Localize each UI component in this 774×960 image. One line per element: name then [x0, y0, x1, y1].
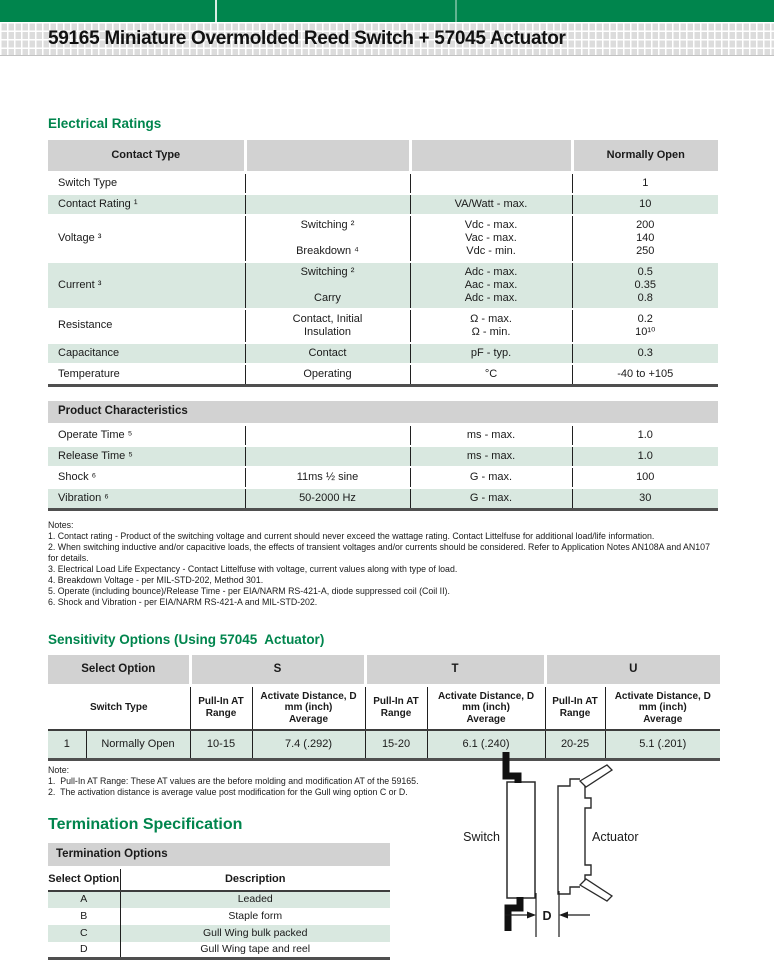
column-header-pull-in: Pull-In AT Range: [190, 685, 252, 730]
cell-label: Resistance: [48, 309, 245, 343]
cell-switch-type: Normally Open: [86, 730, 190, 759]
column-header-pull-in: Pull-In AT Range: [545, 685, 605, 730]
cell-label: Voltage ³: [48, 215, 245, 262]
table-row: [48, 942, 390, 959]
table-title: Termination Options: [48, 843, 390, 868]
cell-unit: Ω - max. Ω - min.: [410, 309, 572, 343]
electrical-ratings-table: [48, 140, 718, 387]
cell-label: Release Time ⁵: [48, 446, 245, 467]
cell-condition: Operating: [245, 364, 410, 386]
group-header-select-option: Select Option: [48, 655, 190, 685]
notes-list: 1. Pull-In AT Range: These AT values are the before molding and modification AT of the 59165. 2. The activation distance is average value post modification for the Gull wing option C or D.: [48, 776, 722, 798]
cell-unit: ms - max.: [410, 446, 572, 467]
cell-unit: G - max.: [410, 488, 572, 510]
cell-value: 1: [572, 172, 718, 194]
cell-unit: [410, 172, 572, 194]
cell-value: 30: [572, 488, 718, 510]
cell-label: Capacitance: [48, 343, 245, 364]
cell-description: Staple form: [120, 908, 390, 925]
table-title-row: [48, 843, 390, 868]
group-header-u: U: [545, 655, 720, 685]
cell-option: C: [48, 925, 120, 942]
cell-condition: [245, 425, 410, 447]
actuator-right-edge: [585, 785, 591, 881]
actuator-top-barb: [580, 765, 612, 787]
cell-label: Current ³: [48, 262, 245, 309]
header-tab-divider: [215, 0, 217, 22]
switch-lead-top: [506, 752, 518, 783]
cell-unit: °C: [410, 364, 572, 386]
column-header-description: Description: [120, 868, 390, 891]
switch-actuator-diagram: [440, 745, 740, 939]
cell-condition: 11ms ½ sine: [245, 467, 410, 488]
cell-condition: [245, 446, 410, 467]
cell-condition: [245, 194, 410, 215]
column-header-pull-in: Pull-In AT Range: [365, 685, 427, 730]
dimension-arrowhead-left-pointing: [559, 912, 568, 919]
table-row: [48, 446, 718, 467]
column-header-switch-type: Switch Type: [48, 685, 190, 730]
cell-condition: Contact, Initial Insulation: [245, 309, 410, 343]
group-header-row: [48, 655, 720, 685]
table-row: [48, 262, 718, 309]
column-header-normally-open: Normally Open: [572, 140, 718, 172]
header-green-bar: [0, 0, 774, 22]
table-row: [48, 172, 718, 194]
cell-condition: Switching ² Carry: [245, 262, 410, 309]
cell-value: 1.0: [572, 425, 718, 447]
cell-value: -40 to +105: [572, 364, 718, 386]
notes-title: Note:: [48, 765, 722, 776]
table-title-row: [48, 401, 718, 425]
cell-unit: G - max.: [410, 467, 572, 488]
cell-description: Gull Wing tape and reel: [120, 942, 390, 959]
cell-description: Gull Wing bulk packed: [120, 925, 390, 942]
table-row: [48, 891, 390, 908]
sensitivity-options-heading: Sensitivity Options (Using 57045 Actuator): [48, 632, 722, 647]
cell-unit: Vdc - max. Vac - max. Vdc - min.: [410, 215, 572, 262]
cell-option-number: 1: [48, 730, 86, 759]
cell-condition: 50-2000 Hz: [245, 488, 410, 510]
table-row: [48, 425, 718, 447]
cell-unit: VA/Watt - max.: [410, 194, 572, 215]
cell-t-pull-in: 15-20: [365, 730, 427, 759]
cell-label: Shock ⁶: [48, 467, 245, 488]
cell-s-pull-in: 10-15: [190, 730, 252, 759]
termination-specification-heading: Termination Specification: [48, 816, 722, 834]
termination-options-table: [48, 843, 390, 960]
column-header-row: [48, 868, 390, 891]
page-title: 59165 Miniature Overmolded Reed Switch + 57045 Actuator: [48, 28, 566, 50]
cell-condition: Switching ² Breakdown ⁴: [245, 215, 410, 262]
switch-body: [507, 782, 535, 898]
cell-s-activate: 7.4 (.292): [252, 730, 365, 759]
electrical-ratings-heading: Electrical Ratings: [48, 116, 722, 131]
table-row: [48, 925, 390, 942]
table-row: [48, 215, 718, 262]
cell-value: 0.5 0.35 0.8: [572, 262, 718, 309]
cell-unit: ms - max.: [410, 425, 572, 447]
cell-u-activate: 5.1 (.201): [605, 730, 720, 759]
cell-label: Switch Type: [48, 172, 245, 194]
cell-value: 1.0: [572, 446, 718, 467]
cell-description: Leaded: [120, 891, 390, 908]
dimension-arrowhead-right-pointing: [527, 912, 536, 919]
table-row: [48, 488, 718, 510]
table-row: [48, 908, 390, 925]
cell-value: 200 140 250: [572, 215, 718, 262]
electrical-notes: [48, 520, 722, 608]
group-header-s: S: [190, 655, 365, 685]
table-title: Product Characteristics: [48, 401, 718, 425]
actuator-label: Actuator: [592, 830, 639, 844]
product-characteristics-table: [48, 401, 718, 512]
actuator-bottom-barb: [580, 879, 612, 901]
notes-title: Notes:: [48, 520, 722, 531]
cell-value: 0.2 10¹⁰: [572, 309, 718, 343]
cell-option: B: [48, 908, 120, 925]
column-header-row: [48, 685, 720, 730]
cell-label: Vibration ⁶: [48, 488, 245, 510]
cell-option: D: [48, 942, 120, 959]
cell-unit: pF - typ.: [410, 343, 572, 364]
table-row: [48, 364, 718, 386]
cell-condition: [245, 172, 410, 194]
cell-label: Operate Time ⁵: [48, 425, 245, 447]
table-row: [48, 467, 718, 488]
cell-unit: Adc - max. Aac - max. Adc - max.: [410, 262, 572, 309]
cell-value: 10: [572, 194, 718, 215]
cell-value: 100: [572, 467, 718, 488]
table-row: [48, 309, 718, 343]
column-header-select-option: Select Option: [48, 868, 120, 891]
switch-label: Switch: [463, 830, 500, 844]
cell-t-activate: 6.1 (.240): [427, 730, 545, 759]
column-header-activate: Activate Distance, D mm (inch) Average: [252, 685, 365, 730]
dimension-label: D: [542, 909, 551, 923]
cell-condition: Contact: [245, 343, 410, 364]
cell-value: 0.3: [572, 343, 718, 364]
column-header-activate: Activate Distance, D mm (inch) Average: [427, 685, 545, 730]
column-header-activate: Activate Distance, D mm (inch) Average: [605, 685, 720, 730]
cell-label: Contact Rating ¹: [48, 194, 245, 215]
cell-label: Temperature: [48, 364, 245, 386]
header-tab-divider: [455, 0, 457, 22]
cell-u-pull-in: 20-25: [545, 730, 605, 759]
column-header-blank: [410, 140, 572, 172]
switch-lead-bottom: [508, 897, 520, 931]
title-band: [0, 22, 774, 56]
cell-option: A: [48, 891, 120, 908]
table-row: [48, 194, 718, 215]
column-header-contact-type: Contact Type: [48, 140, 245, 172]
table-header-row: [48, 140, 718, 172]
notes-list: 1. Contact rating - Product of the switching voltage and current should never exceed the wattage rating. Contact Littelfuse for additional load/life information. 2. When switching inductive and/or capacitive loads, the effects of transient voltages and/or currents should be considered. Refer to Application Notes AN108A and AN107 for details. 3. Electrical Load Life Expectancy - Contact Littelfuse with voltage, current values along with type of load. 4. Breakdown Voltage - per MIL-STD-202, Method 301. 5. Operate (including bounce)/Release Time - per EIA/NARM RS-421-A, diode suppressed coil (Coil II). 6. Shock and Vibration - per EIA/NARM RS-421-A and MIL-STD-202.: [48, 531, 722, 608]
column-header-blank: [245, 140, 410, 172]
table-row: [48, 343, 718, 364]
group-header-t: T: [365, 655, 545, 685]
actuator-outline: [558, 779, 580, 894]
